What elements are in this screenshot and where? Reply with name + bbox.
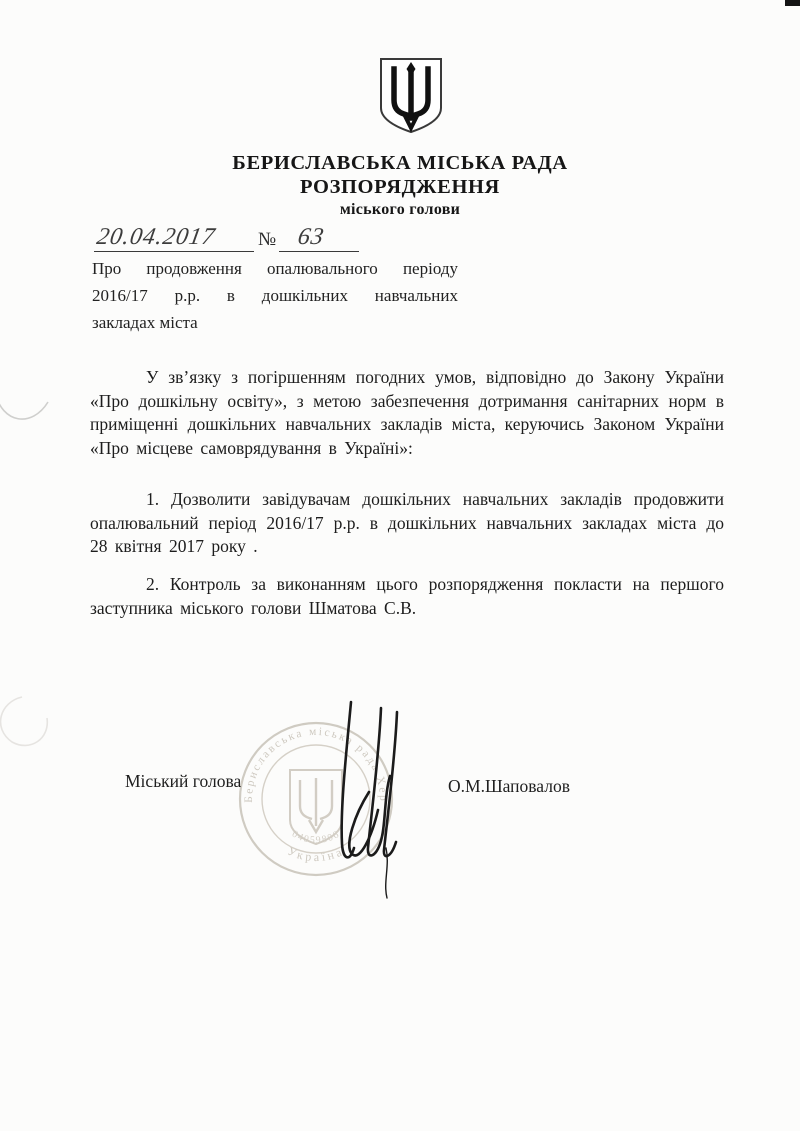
handwritten-date: 20.04.2017 (94, 224, 218, 250)
handwritten-number: 63 (295, 224, 327, 250)
subject-line: закладах міста (92, 313, 198, 332)
punch-hole-mark-bottom (0, 694, 56, 750)
number-underline (279, 251, 359, 252)
signatory-title: Міський голова (125, 771, 242, 791)
stamp-registry-code: 04059806 (289, 828, 343, 847)
intro-paragraph: У зв’язку з погіршенням погодних умов, відповідно до Закону України «Про дошкільну освіту», з метою забезпечення дотримання санітарних норм в приміщенні дошкільних навчальних закладів міста, керуючись Законом України «Про місцеве самоврядування в Україні»: (90, 367, 724, 458)
ukraine-trident-emblem (376, 56, 446, 136)
signature-scribble (333, 696, 417, 902)
subject-line: 2016/17 р.р. в дошкільних навчальних (92, 286, 458, 305)
stamp-ring-text-top: Бериславська міська рада Хер (242, 725, 390, 803)
subject-block (92, 255, 458, 336)
date-underline (94, 251, 254, 252)
order-item-2: 2. Контроль за виконанням цього розпорядження покласти на першого заступника міського голови Шматова С.В. (90, 574, 724, 618)
organization-name: БЕРИСЛАВСЬКА МІСЬКА РАДА (232, 152, 568, 174)
issuer-line: міського голови (339, 201, 461, 218)
number-sign: № (258, 229, 277, 250)
punch-hole-mark-top (0, 386, 52, 432)
document-type-title: РОЗПОРЯДЖЕННЯ (300, 176, 500, 198)
order-item-1: 1. Дозволити завідувачам дошкільних навчальних закладів продовжити опалювальний період 2016/17 р.р. в дошкільних навчальних закладах міста до 28 квітня 2017 року . (90, 489, 724, 556)
signatory-name: О.М.Шаповалов (448, 776, 570, 796)
scan-corner-artifact (785, 0, 800, 6)
stamp-ring-text-bottom: Україна (285, 843, 347, 865)
subject-line: Про продовження опалювального періоду (92, 259, 458, 278)
